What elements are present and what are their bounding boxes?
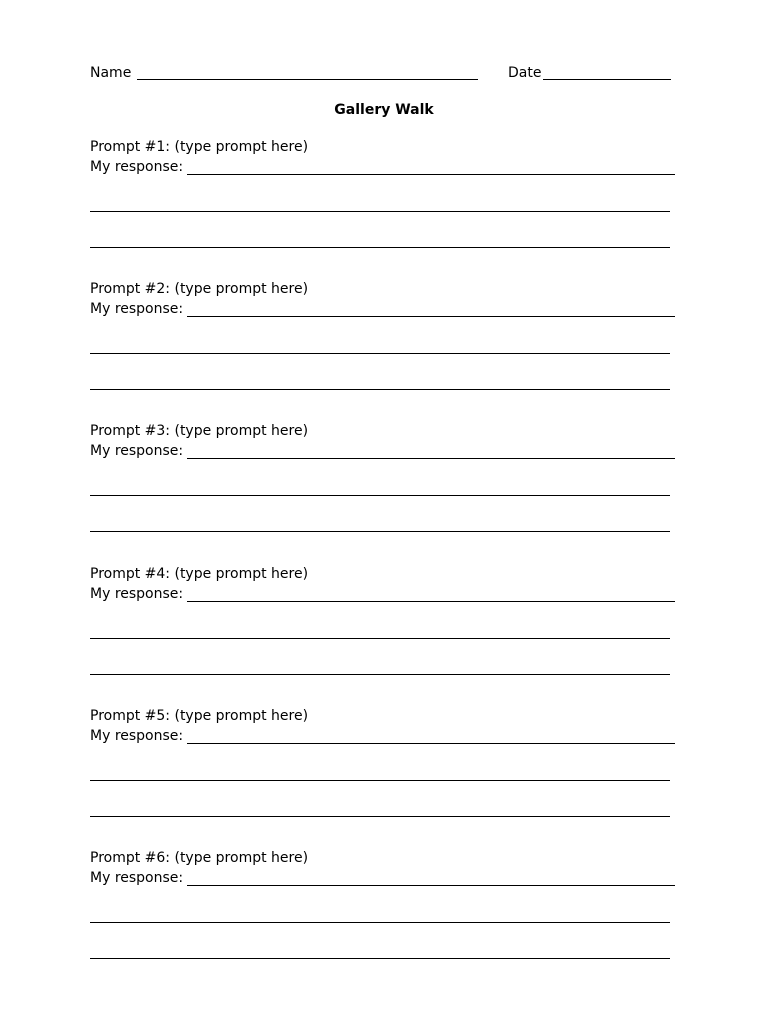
response-line-extra[interactable]	[90, 638, 670, 639]
prompt-label: Prompt #6: (type prompt here)	[90, 850, 309, 866]
prompt-section-6	[0, 850, 768, 980]
prompt-label: Prompt #3: (type prompt here)	[90, 423, 309, 439]
response-line-extra[interactable]	[90, 531, 670, 532]
date-label: Date	[508, 65, 542, 81]
page-title: Gallery Walk	[334, 102, 434, 118]
response-label: My response:	[90, 159, 184, 175]
response-line-extra[interactable]	[90, 958, 670, 959]
response-line[interactable]	[187, 601, 675, 602]
prompt-label: Prompt #1: (type prompt here)	[90, 139, 309, 155]
response-label: My response:	[90, 586, 184, 602]
response-label: My response:	[90, 443, 184, 459]
response-line-extra[interactable]	[90, 495, 670, 496]
prompt-section-2	[0, 281, 768, 411]
response-line-extra[interactable]	[90, 353, 670, 354]
response-line-extra[interactable]	[90, 389, 670, 390]
prompt-section-5	[0, 708, 768, 838]
response-line[interactable]	[187, 885, 675, 886]
response-line[interactable]	[187, 743, 675, 744]
response-label: My response:	[90, 728, 184, 744]
prompt-label: Prompt #5: (type prompt here)	[90, 708, 309, 724]
prompt-section-1	[0, 139, 768, 269]
response-line-extra[interactable]	[90, 674, 670, 675]
response-line-extra[interactable]	[90, 247, 670, 248]
response-label: My response:	[90, 870, 184, 886]
name-field-line[interactable]	[137, 79, 478, 80]
response-line-extra[interactable]	[90, 780, 670, 781]
prompt-label: Prompt #4: (type prompt here)	[90, 566, 309, 582]
response-line-extra[interactable]	[90, 922, 670, 923]
prompt-section-4	[0, 566, 768, 696]
response-line[interactable]	[187, 458, 675, 459]
prompt-label: Prompt #2: (type prompt here)	[90, 281, 309, 297]
response-line-extra[interactable]	[90, 816, 670, 817]
date-field-line[interactable]	[543, 79, 671, 80]
response-label: My response:	[90, 301, 184, 317]
name-label: Name	[90, 65, 132, 81]
prompt-section-3	[0, 423, 768, 553]
response-line-extra[interactable]	[90, 211, 670, 212]
response-line[interactable]	[187, 174, 675, 175]
response-line[interactable]	[187, 316, 675, 317]
